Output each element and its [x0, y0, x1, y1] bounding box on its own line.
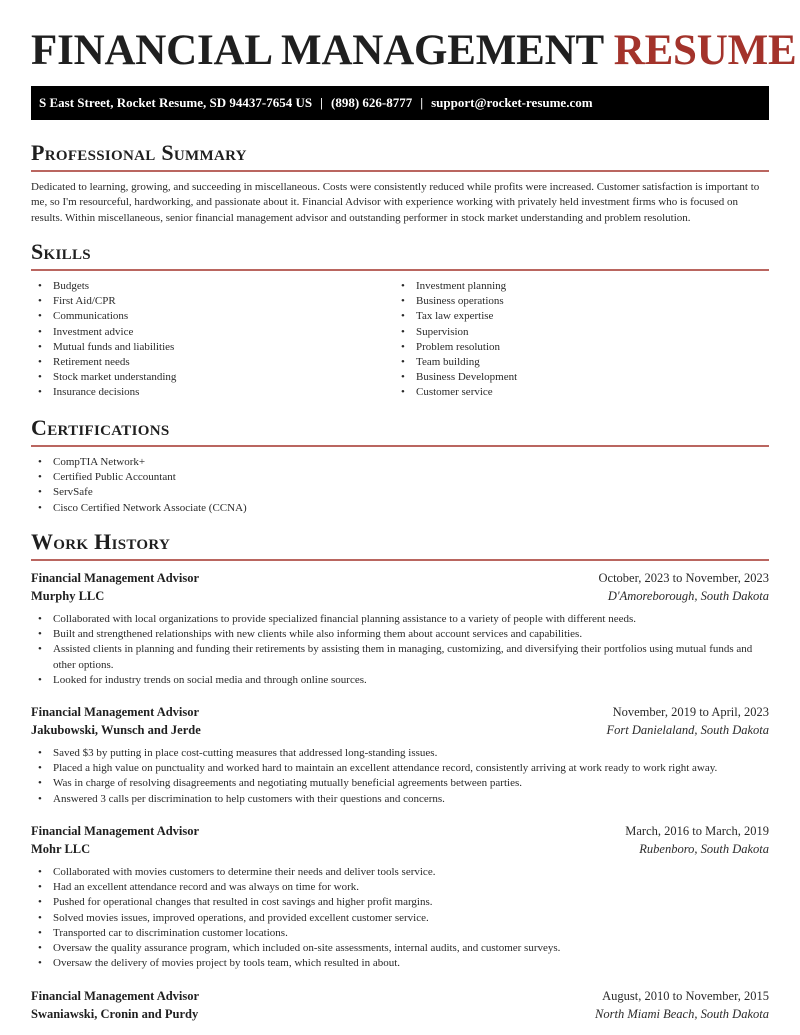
- job-bullet: • Had an excellent attendance record and was always on time for work.: [31, 880, 769, 895]
- job-bullet: • Answered 3 calls per discrimination to help customers with their questions and concerns.: [31, 792, 769, 807]
- job-bullet: • Collaborated with local organizations to provide specialized financial planning assistance to a variety of people with different needs.: [31, 612, 769, 627]
- resume-title-main: FINANCIAL MANAGEMENT: [31, 27, 604, 74]
- job-dates: August, 2010 to November, 2015: [602, 989, 769, 1003]
- job-bullets: [31, 865, 769, 971]
- job-entry: [31, 569, 769, 688]
- contact-phone: (898) 626-8777: [330, 95, 413, 110]
- job-bullet: • Placed a high value on punctuality and worked hard to maintain an excellent attendance record, consistently arriving at work ready to work right away.: [31, 761, 769, 776]
- skill-item: • Business operations: [394, 294, 757, 309]
- contact-separator: |: [320, 95, 323, 110]
- job-bullet: • Collaborated with movies customers to determine their needs and deliver tools service.: [31, 865, 769, 880]
- section-title-summary: Professional Summary: [31, 140, 247, 165]
- job-location: Fort Danielaland, South Dakota: [606, 723, 769, 737]
- job-company: Mohr LLC: [31, 842, 91, 856]
- skill-item: • Mutual funds and liabilities: [31, 340, 394, 355]
- skills-list-left: [31, 279, 394, 401]
- job-title: Financial Management Advisor: [31, 571, 200, 585]
- section-title-certifications: Certifications: [31, 415, 170, 440]
- job-company: Jakubowski, Wunsch and Jerde: [31, 723, 201, 737]
- section-title-work-history: Work History: [31, 529, 171, 554]
- job-bullets: [31, 612, 769, 688]
- job-location: North Miami Beach, South Dakota: [595, 1007, 769, 1021]
- contact-email: support@rocket-resume.com: [431, 95, 593, 110]
- job-bullet: • Looked for industry trends on social media and through online sources.: [31, 673, 769, 688]
- skill-item: • Investment advice: [31, 325, 394, 340]
- job-title: Financial Management Advisor: [31, 824, 200, 838]
- certification-item: • CompTIA Network+: [31, 455, 769, 470]
- contact-address: S East Street, Rocket Resume, SD 94437-7654 US: [39, 95, 313, 110]
- job-company: Swaniawski, Cronin and Purdy: [31, 1007, 199, 1021]
- job-bullet: • Solved movies issues, improved operations, and provided excellent customer service.: [31, 911, 769, 926]
- job-location: Rubenboro, South Dakota: [639, 842, 769, 856]
- skill-item: • Tax law expertise: [394, 309, 757, 324]
- certification-item: • Certified Public Accountant: [31, 470, 769, 485]
- job-entry: [31, 703, 769, 807]
- job-bullet: • Assisted clients in planning and funding their retirements by assisting them in managing, customizing, and diversifying their portfolios using mutual funds and other options.: [31, 642, 769, 672]
- certifications-section: [31, 415, 769, 516]
- job-location: D'Amoreborough, South Dakota: [607, 589, 769, 603]
- certification-item: • ServSafe: [31, 485, 769, 500]
- skill-item: • Stock market understanding: [31, 370, 394, 385]
- section-divider: [31, 559, 769, 561]
- skill-item: • Insurance decisions: [31, 385, 394, 400]
- skill-item: • Business Development: [394, 370, 757, 385]
- skill-item: • Communications: [31, 309, 394, 324]
- job-title: Financial Management Advisor: [31, 989, 200, 1003]
- job-title: Financial Management Advisor: [31, 705, 200, 719]
- job-company: Murphy LLC: [31, 589, 105, 603]
- job-bullet: • Built and strengthened relationships with new clients while also informing them about account services and capabilities.: [31, 627, 769, 642]
- skill-item: • Investment planning: [394, 279, 757, 294]
- section-divider: [31, 170, 769, 172]
- job-entry: [31, 987, 769, 1023]
- job-dates: November, 2019 to April, 2023: [612, 705, 769, 719]
- job-bullet: • Was in charge of resolving disagreements and negotiating mutually beneficial agreements between parties.: [31, 776, 769, 791]
- resume-title-accent: RESUME: [613, 27, 797, 74]
- skill-item: • Budgets: [31, 279, 394, 294]
- job-bullets: [31, 746, 769, 807]
- job-bullet: • Oversaw the quality assurance program, which included on-site assessments, internal audits, and customer surveys.: [31, 941, 769, 956]
- job-bullet: • Transported car to discrimination customer locations.: [31, 926, 769, 941]
- job-bullet: • Saved $3 by putting in place cost-cutting measures that addressed long-standing issues.: [31, 746, 769, 761]
- professional-summary-section: [31, 140, 769, 226]
- job-entry: [31, 822, 769, 971]
- certification-item: • Cisco Certified Network Associate (CCNA): [31, 501, 769, 516]
- certifications-list: [31, 455, 769, 516]
- section-divider: [31, 445, 769, 447]
- job-dates: March, 2016 to March, 2019: [625, 824, 769, 838]
- skill-item: • Problem resolution: [394, 340, 757, 355]
- work-history-section: [31, 529, 769, 561]
- summary-text: Dedicated to learning, growing, and succeeding in miscellaneous. Costs were consistently reduced while profits were increased. Customer satisfaction is important to me, so I'm resourceful, hardworking, and passionate about it. Financial Advisor with experience working with privately held investment firms who is focused on results. Within miscellaneous, senior financial management advisor and outstanding performer in stock market understanding and problem resolution.: [31, 181, 760, 224]
- contact-separator: |: [420, 95, 424, 110]
- section-divider: [31, 269, 769, 271]
- skill-item: • Customer service: [394, 385, 757, 400]
- skills-section: [31, 239, 769, 401]
- skill-item: • Supervision: [394, 325, 757, 340]
- resume-title: [31, 28, 797, 74]
- job-bullet: • Oversaw the delivery of movies project by tools team, which resulted in about.: [31, 956, 769, 971]
- section-title-skills: Skills: [31, 239, 91, 264]
- skill-item: • Retirement needs: [31, 355, 394, 370]
- skill-item: • Team building: [394, 355, 757, 370]
- skill-item: • First Aid/CPR: [31, 294, 394, 309]
- job-dates: October, 2023 to November, 2023: [598, 571, 769, 585]
- job-bullet: • Pushed for operational changes that resulted in cost savings and higher profit margins.: [31, 895, 769, 910]
- skills-list-right: [394, 279, 757, 401]
- contact-bar: [31, 86, 769, 120]
